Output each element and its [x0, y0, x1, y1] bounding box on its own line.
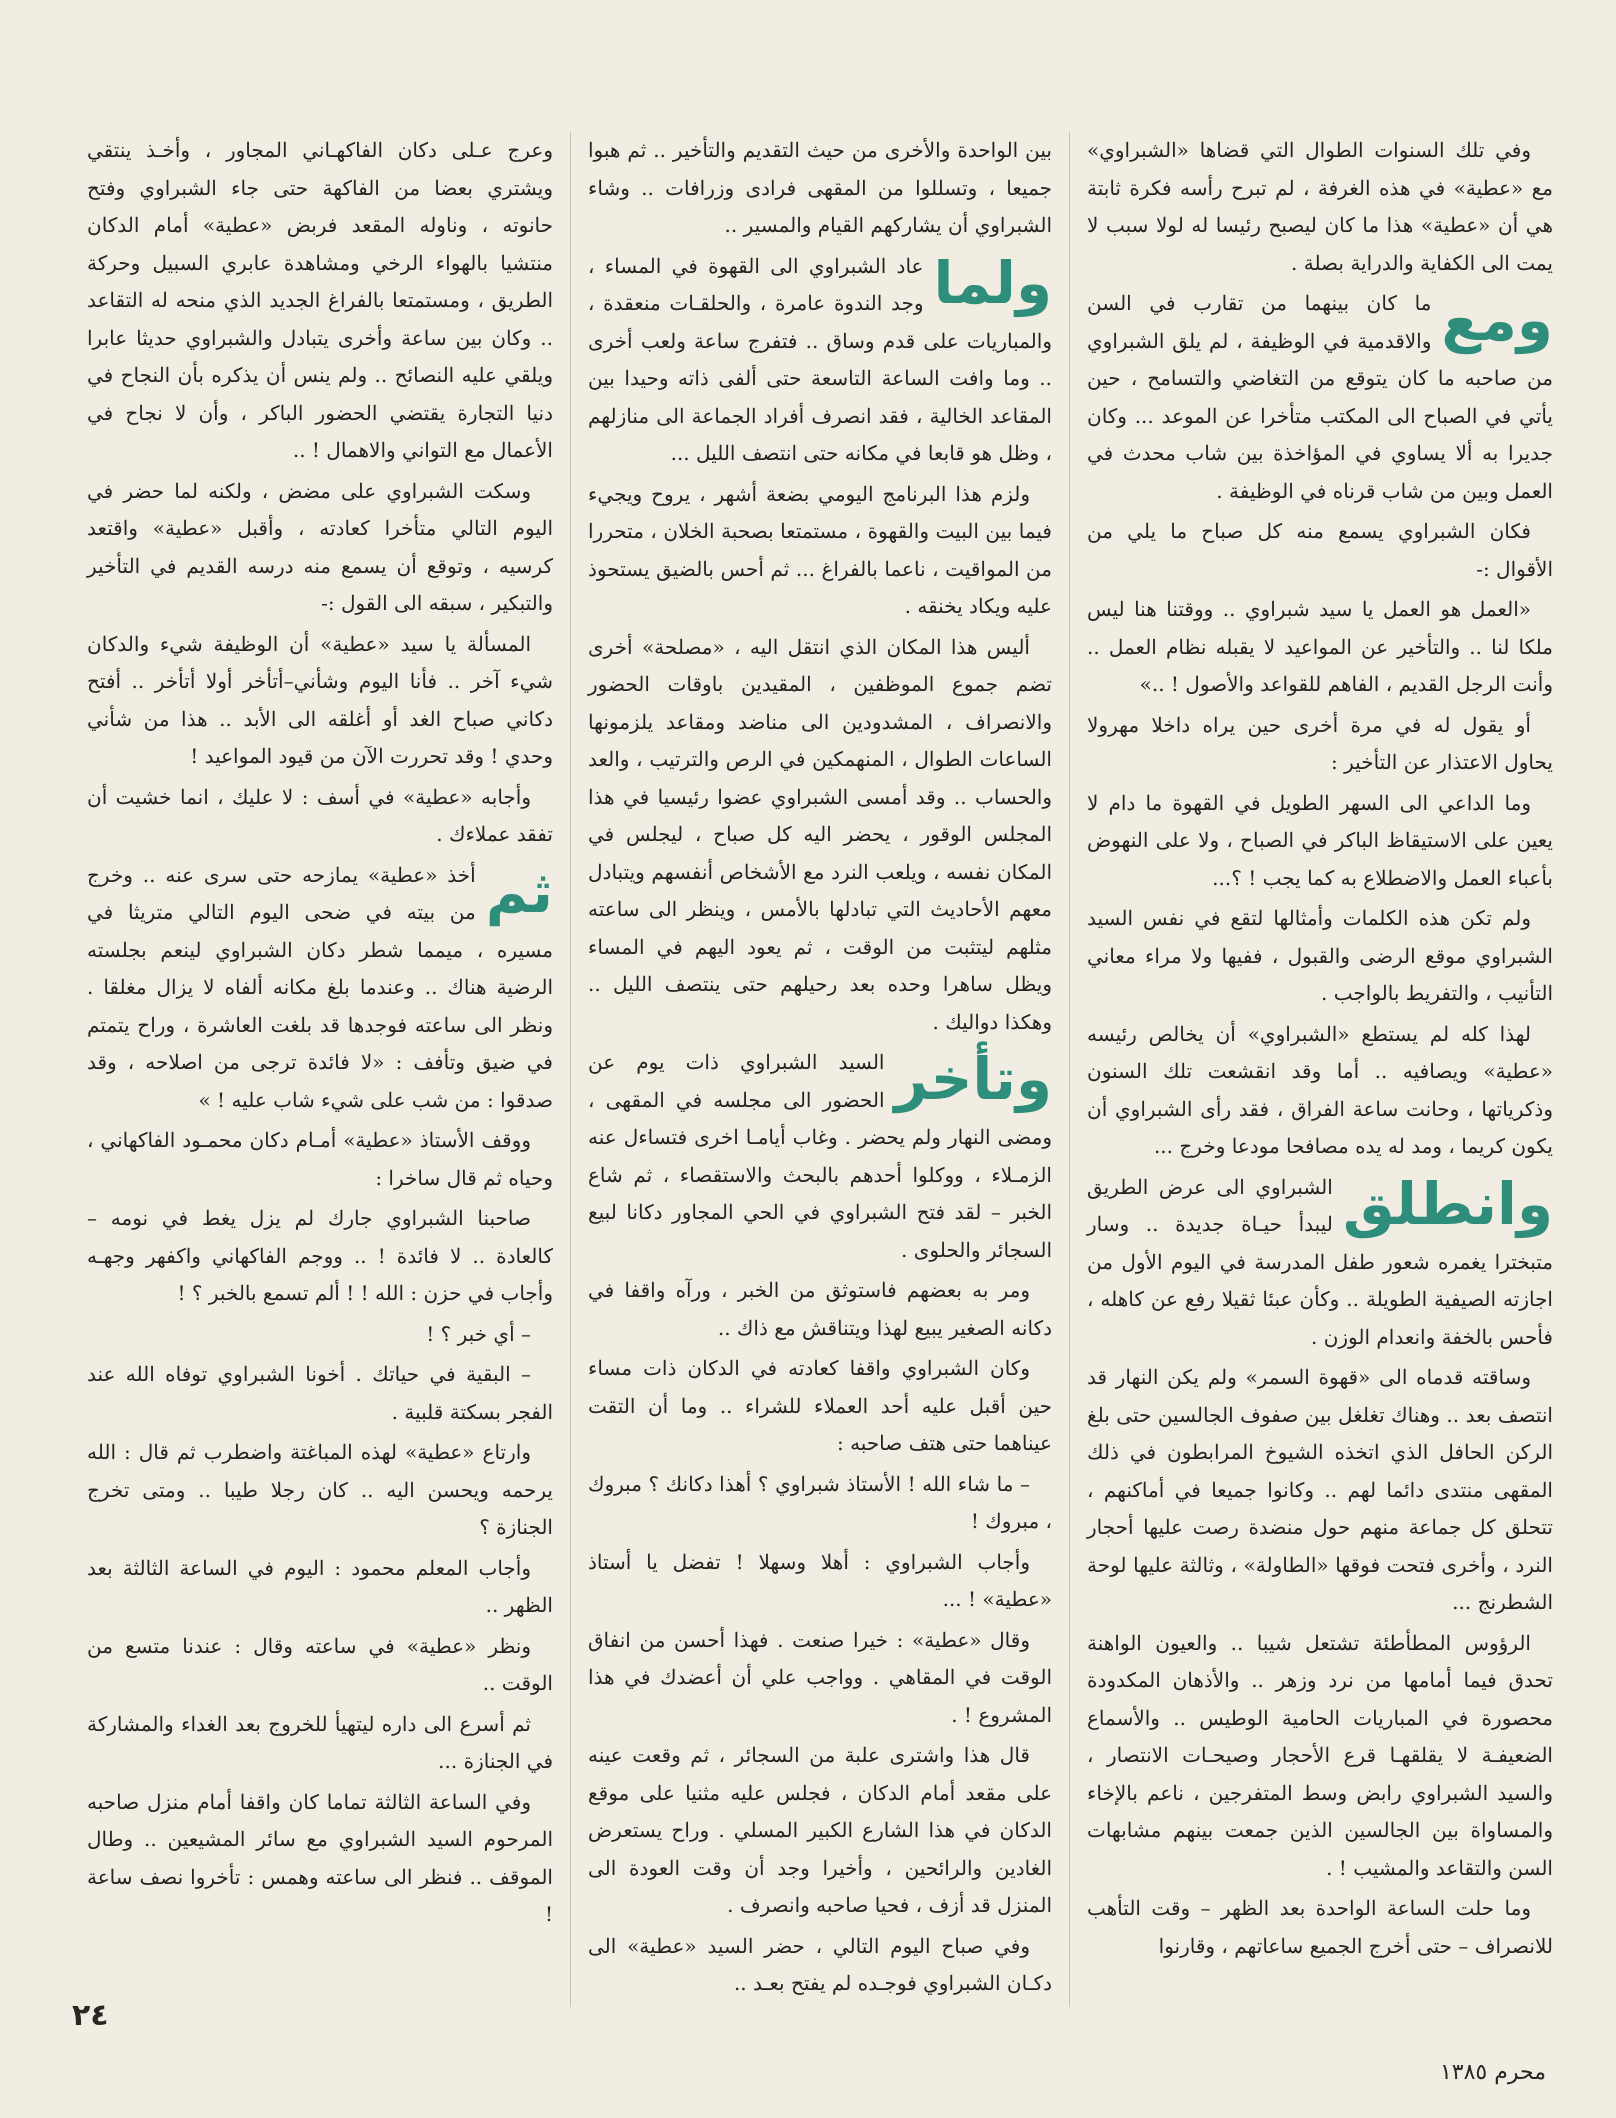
- paragraph: [588, 1044, 1052, 1269]
- drop-cap: ثم: [485, 857, 553, 926]
- paragraph: وعرج عـلى دكان الفاكهـاني المجاور ، وأخـذ ينتقي ويشتري بعضا من الفاكهة حتى جاء الشبراوي وفتح حانوته ، وناوله المقعد فربض «عطية» أمام الدكان منتشيا بالهواء الرخي ومشاهدة عابري السبيل وحركة الطريق ، ومستمتعا بالفراغ الجديد الذي منحه له التقاعد .. وكان بين ساعة وأخرى يتبادل والشبراوي حديثا عابرا ويلقي عليه النصائح .. ولم ينس أن يذكره بأن النجاح في دنيا التجارة يقتضي الحضور الباكر ، وأن لا نجاح في الأعمال مع التواني والاهمال ! ..: [87, 138, 553, 462]
- paragraph: وأجاب المعلم محمود : اليوم في الساعة الثالثة بعد الظهر ..: [87, 1555, 553, 1617]
- page-number: ٢٤: [72, 1998, 109, 2033]
- drop-cap: ومع: [1441, 286, 1553, 354]
- paragraph: – أي خبر ؟ !: [426, 1321, 531, 1346]
- paragraph: ونظر «عطية» في ساعته وقال : عندنا متسع من الوقت ..: [87, 1633, 553, 1695]
- paragraph: بين الواحدة والأخرى من حيث التقديم والتأخير .. ثم هبوا جميعا ، وتسللوا من المقهى فرادى وزرافات .. وشاء الشبراوي أن يشاركهم القيام والمسير ..: [588, 138, 1052, 237]
- footer-date: محرم ١٣٨٥: [1439, 2060, 1546, 2085]
- paragraph: وارتاع «عطية» لهذه المباغتة واضطرب ثم قال : الله يرحمه ويحسن اليه .. كان رجلا طيبا .. ومتى تخرج الجنازة ؟: [87, 1440, 553, 1539]
- paragraph: [87, 857, 553, 1120]
- paragraph: ومر به بعضهم فاستوثق من الخبر ، ورآه واقفا في دكانه الصغير يبيع لهذا ويتناقش مع ذاك ..: [588, 1278, 1052, 1340]
- drop-cap: وانطلق: [1342, 1169, 1553, 1238]
- paragraph-text: السيد الشبراوي ذات يوم عن الحضور الى مجلسه في المقهى ، ومضى النهار ولم يحضر . وغاب أيامـا اخرى فتساءل عنه الزمـلاء ، ووكلوا أحدهم بالبحث والاستقصاء ، ثم شاع الخبر – لقد فتح الشبراوي في الحي المجاور دكانا لبيع السجائر والحلوى .: [588, 1050, 1052, 1262]
- paragraph: ثم أسرع الى داره ليتهيأ للخروج بعد الغداء والمشاركة في الجنازة ...: [87, 1711, 553, 1773]
- paragraph-text: ما كان بينهما من تقارب في السن والاقدمية في الوظيفة ، لم يلق الشبراوي من صاحبه ما كان يتوقع من التغاضي والتسامح ، حين يأتي في الصباح الى المكتب متأخرا عن الموعد ... وكان جديرا به ألا يساوي في المؤاخذة بين شاب محدث في العمل وبين من شاب قرناه في الوظيفة .: [1087, 291, 1554, 503]
- paragraph: وكان الشبراوي واقفا كعادته في الدكان ذات مساء حين أقبل عليه أحد العملاء للشراء .. وما أن التقت عيناهما حتى هتف صاحبه :: [588, 1356, 1052, 1455]
- paragraph: ولزم هذا البرنامج اليومي بضعة أشهر ، يروح ويجيء فيما بين البيت والقهوة ، مستمتعا بصحبة الخلان ، متحررا من المواقيت ، ناعما بالفراغ ... ثم أحس بالضيق يستحوذ عليه ويكاد يخنقه .: [588, 481, 1052, 618]
- paragraph: المسألة يا سيد «عطية» أن الوظيفة شيء والدكان شيء آخر .. فأنا اليوم وشأني–أتأخر أولا أتأخر .. أفتح دكاني صباح الغد أو أغلقه الى الأبد .. هذا من شأني وحدي ! وقد تحررت الآن من قيود المواعيد !: [87, 631, 553, 768]
- paragraph: وساقته قدماه الى «قهوة السمر» ولم يكن النهار قد انتصف بعد .. وهناك تغلغل بين صفوف الجالسين حتى بلغ الركن الحافل الذي اتخذه الشيوخ المرابطون في ذلك المقهى منتدى دائما لهم .. وكانوا جميعا في أماكنهم ، تتحلق كل جماعة منهم حول منضدة رصت عليها أحجار النرد ، وأخرى فتحت فوقها «الطاولة» ، وثالثة عليها لوحة الشطرنج ...: [1087, 1365, 1553, 1614]
- paragraph: أليس هذا المكان الذي انتقل اليه ، «مصلحة» أخرى تضم جموع الموظفين ، المقيدين باوقات الحضور والانصراف ، المشدودين الى مناضد ومقاعد يلزمونها الساعات الطوال ، المنهمكين في الرص والترتيب ، والعد والحساب .. وقد أمسى الشبراوي عضوا رئيسيا في هذا المجلس الوقور ، يحضر اليه كل صباح ، ليجلس في المكان نفسه ، ويلعب النرد مع الأشخاص أنفسهم ويتبادل معهم الأحاديث التي تبادلها بالأمس ، وينظر الى ساعته مثلهم ليتثبت من الوقت ، ثم يعود اليهم في المساء ويظل ساهرا وحده بعد رحيلهم حتى ينتصف الليل .. وهكذا دواليك .: [588, 634, 1052, 1034]
- paragraph: وفي الساعة الثالثة تماما كان واقفا أمام منزل صاحبه المرحوم السيد الشبراوي مع سائر المشيعين .. وطال الموقف .. فنظر الى ساعته وهمس : تأخروا نصف ساعة !: [87, 1789, 553, 1926]
- paragraph: [1087, 1169, 1553, 1357]
- drop-cap: ولما: [933, 248, 1052, 317]
- paragraph: صاحبنا الشبراوي جارك لم يزل يغط في نومه – كالعادة .. لا فائدة ! .. ووجم الفاكهاني واكفهر وجهـه وأجاب في حزن : الله ! ! ألم تسمع بالخبر ؟ !: [87, 1206, 553, 1305]
- paragraph: وأجاب الشبراوي : أهلا وسهلا ! تفضل يا أستاذ «عطية» ! ...: [588, 1549, 1052, 1611]
- paragraph: وفي تلك السنوات الطوال التي قضاها «الشبراوي» مع «عطية» في هذه الغرفة ، لم تبرح رأسه فكرة ثابتة هي أن «عطية» هذا ما كان ليصبح رئيسا له لولا سبب لا يمت الى الكفاية والدراية بصلة .: [1087, 138, 1553, 275]
- paragraph: ولم تكن هذه الكلمات وأمثالها لتقع في نفس السيد الشبراوي موقع الرضى والقبول ، ففيها ولا مراء معاني التأنيب ، والتفريط بالواجب .: [1087, 906, 1553, 1005]
- paragraph: – البقية في حياتك . أخونا الشبراوي توفاه الله عند الفجر بسكتة قلبية .: [87, 1362, 553, 1424]
- paragraph: قال هذا واشترى علبة من السجائر ، ثم وقعت عينه على مقعد أمام الدكان ، فجلس عليه مثنيا على موقع الدكان في هذا الشارع الكبير المسلي . وراح يستعرض الغادين والرائحين ، وأخيرا وجد أن وقت العودة الى المنزل قد أزف ، فحيا صاحبه وانصرف .: [588, 1743, 1053, 1917]
- paragraph: ووقف الأستاذ «عطية» أمـام دكان محمـود الفاكهاني ، وحياه ثم قال ساخرا :: [87, 1128, 553, 1190]
- column-middle: [570, 132, 1070, 2007]
- paragraph: الرؤوس المطأطئة تشتعل شيبا .. والعيون الواهنة تحدق فيما أمامها من نرد وزهر .. والأذهان المكدودة محصورة في المباريات الحامية الوطيس .. والأسماع الضعيفـة لا يقلقهـا قرع الأحجار وصيحـات الانتصار ، والسيد الشبراوي رابض وسط المتفرجين ، ناعم بالإخاء والمساواة بين الجالسين الذين جمعت بينهم مشابهات السن والتقاعد والمشيب ! .: [1087, 1630, 1553, 1880]
- paragraph: [1087, 285, 1553, 510]
- drop-cap: وتأخر: [894, 1045, 1052, 1113]
- paragraph: «العمل هو العمل يا سيد شبراوي .. ووقتنا هنا ليس ملكا لنا .. والتأخير عن المواعيد لا يقبله نظام العمل .. وأنت الرجل القديم ، الفاهم للقواعد والأصول ! ..»: [1087, 597, 1553, 696]
- paragraph: – ما شاء الله ! الأستاذ شبراوي ؟ أهذا دكانك ؟ مبروك ، مبروك !: [588, 1471, 1052, 1533]
- paragraph: لهذا كله لم يستطع «الشبراوي» أن يخالص رئيسه «عطية» ويصافيه .. أما وقد انقشعت تلك السنون وذكرياتها ، وحانت ساعة الفراق ، فقد رأى الشبراوي أن يكون كريما ، ومد له يده مصافحا مودعا وخرج ...: [1087, 1021, 1553, 1158]
- paragraph: أو يقول له في مرة أخرى حين يراه داخلا مهرولا يحاول الاعتذار عن التأخير :: [1087, 712, 1553, 774]
- paragraph: فكان الشبراوي يسمع منه كل صباح ما يلي من الأقوال :-: [1087, 519, 1553, 581]
- article-columns: [70, 132, 1570, 2007]
- column-right: [1070, 132, 1570, 2007]
- paragraph-text: الشبراوي الى عرض الطريق ليبدأ حيـاة جديدة .. وسار متبخترا يغمره شعور طفل المدرسة في اليوم الأول من اجازته الصيفية الطويلة .. وكأن عبئا ثقيلا رفع عن كاهله ، فأحس بالخفة وانعدام الوزن .: [1087, 1174, 1553, 1349]
- paragraph: وما حلت الساعة الواحدة بعد الظهر – وقت التأهب للانصراف – حتى أخرج الجميع ساعاتهم ، وقارنوا: [1087, 1896, 1553, 1958]
- column-left: [70, 132, 570, 2007]
- paragraph-text: أخذ «عطية» يمازحه حتى سرى عنه .. وخرج من بيته في ضحى اليوم التالي متريثا في مسيره ، ميمما شطر دكان الشبراوي لينعم بجلسته الرضية هناك .. وعندما بلغ مكانه ألفاه لا يزال مغلقا . ونظر الى ساعته فوجدها قد بلغت العاشرة ، وراح يتمتم في ضيق وتأفف : «لا فائدة ترجى من اصلاحه ، وقد صدقوا : من شب على شيء شاب عليه ! »: [87, 862, 553, 1112]
- paragraph: وقال «عطية» : خيرا صنعت . فهذا أحسن من انفاق الوقت في المقاهي . وواجب علي أن أعضدك في هذا المشروع ! .: [588, 1627, 1052, 1727]
- paragraph: [588, 248, 1052, 473]
- paragraph-text: عاد الشبراوي الى القهوة في المساء ، وجد الندوة عامرة ، والحلقـات منعقدة ، والمباريات على قدم وساق .. فتفرج ساعة ولعب أخرى .. وما وافت الساعة التاسعة حتى ألفى ذاته وحيدا بين المقاعد الخالية ، فقد انصرف أفراد الجماعة الى منازلهم ، وظل هو قابعا في مكانه حتى انتصف الليل ...: [588, 253, 1052, 465]
- paragraph: وفي صباح اليوم التالي ، حضر السيد «عطية» الى دكـان الشبراوي فوجـده لم يفتح بعـد ..: [588, 1933, 1052, 1995]
- paragraph: وما الداعي الى السهر الطويل في القهوة ما دام لا يعين على الاستيقاظ الباكر في الصباح ، ولا على النهوض بأعباء العمل والاضطلاع به كما يجب ! ؟...: [1087, 790, 1553, 890]
- paragraph: وأجابه «عطية» في أسف : لا عليك ، انما خشيت أن تفقد عملاءك .: [87, 784, 553, 846]
- paragraph: وسكت الشبراوي على مضض ، ولكنه لما حضر في اليوم التالي متأخرا كعادته ، وأقبل «عطية» واقتعد كرسيه ، وتوقع أن يسمع منه درسه القديم في التأخير والتبكير ، سبقه الى القول :-: [87, 478, 554, 615]
